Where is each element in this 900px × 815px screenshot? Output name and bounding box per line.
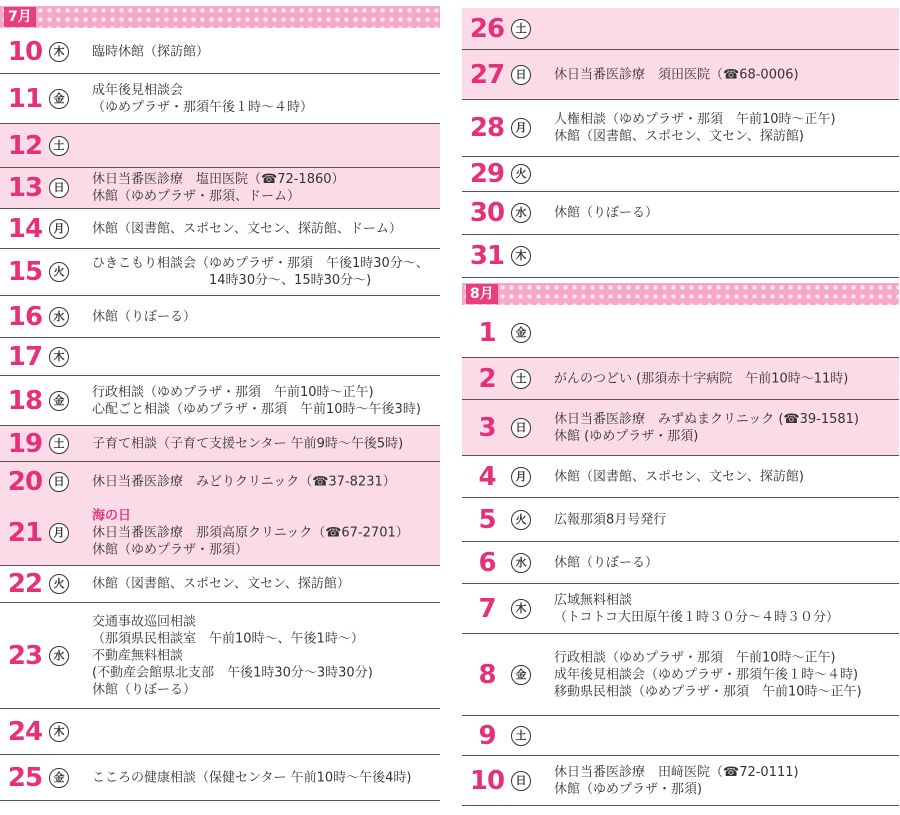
day-row — [0, 755, 440, 801]
event-list — [554, 111, 897, 145]
weekday-badge: 月 — [511, 467, 531, 487]
weekday-badge: 金 — [511, 323, 531, 343]
day-number: 29 — [469, 159, 505, 189]
event-list — [92, 82, 438, 116]
event-line: 臨時休館（探訪館） — [92, 44, 210, 59]
weekday-badge: 木 — [511, 246, 531, 266]
day-row — [462, 756, 899, 806]
event-line: 休館（図書館、スポセン、文セン、探訪館) — [554, 129, 804, 144]
day-row — [462, 235, 899, 278]
event-line: 休館（りぼーる） — [92, 309, 197, 324]
event-line: 休日当番医診療 田﨑医院（☎72-0111) — [554, 764, 799, 780]
event-line: 休館（図書館、スポセン、文セン、探訪館） — [92, 576, 350, 592]
day-row — [0, 462, 440, 502]
event-line: 行政相談（ゆめプラザ・那須 午前10時～正午) — [92, 384, 374, 400]
weekday-badge: 水 — [49, 646, 69, 666]
weekday-badge: 土 — [511, 726, 531, 746]
day-number: 21 — [7, 517, 43, 548]
weekday-badge: 水 — [511, 203, 531, 223]
event-list — [554, 592, 897, 626]
weekday-badge: 日 — [49, 178, 69, 198]
weekday-badge: 土 — [511, 19, 531, 39]
weekday-badge: 日 — [511, 771, 531, 791]
weekday-badge: 月 — [49, 219, 69, 239]
day-row — [0, 124, 440, 168]
event-line: こころの健康相談（保健センター 午前10時～午後4時) — [92, 770, 412, 785]
weekday-badge: 金 — [49, 89, 69, 109]
day-number: 27 — [469, 59, 505, 90]
event-list — [92, 43, 438, 60]
day-number: 20 — [7, 466, 43, 497]
day-number: 12 — [7, 130, 43, 161]
day-row — [0, 500, 440, 566]
day-row — [462, 358, 899, 400]
event-line: 成年後見相談会（ゆめプラザ・那須午後１時～４時) — [554, 667, 859, 682]
weekday-badge: 金 — [49, 391, 69, 411]
day-row — [0, 376, 440, 426]
event-line: (不動産会館県北支部 午後1時30分～3時30分) — [92, 665, 373, 680]
event-list — [554, 468, 897, 485]
month-header-august — [462, 283, 899, 305]
day-number: 15 — [7, 257, 43, 287]
weekday-badge: 火 — [511, 510, 531, 530]
weekday-badge: 土 — [49, 136, 69, 156]
event-list — [554, 205, 897, 222]
day-row — [0, 74, 440, 124]
holiday-label: 海の日 — [92, 508, 132, 523]
event-line: 休日当番医診療 みずぬまクリニック (☎39-1581) — [554, 411, 860, 427]
weekday-badge: 火 — [511, 164, 531, 184]
weekday-badge: 水 — [511, 553, 531, 573]
event-list — [92, 171, 438, 205]
weekday-badge: 土 — [511, 369, 531, 389]
event-list — [92, 435, 438, 452]
day-number: 5 — [478, 504, 496, 535]
event-line: 不動産無料相談 — [92, 648, 184, 663]
weekday-badge: 木 — [49, 347, 69, 367]
event-list — [92, 473, 438, 490]
day-number: 31 — [469, 241, 505, 271]
day-number: 28 — [469, 113, 505, 143]
day-row — [462, 456, 899, 498]
event-line: 休館（りぼーる） — [554, 205, 659, 221]
day-row — [0, 603, 440, 709]
day-number: 14 — [7, 213, 43, 244]
day-row — [0, 168, 440, 209]
month-header-july — [0, 6, 440, 28]
day-number: 24 — [7, 716, 43, 747]
day-number: 9 — [478, 720, 496, 751]
weekday-badge: 金 — [49, 768, 69, 788]
event-list — [92, 769, 438, 786]
day-row — [462, 716, 899, 756]
weekday-badge: 火 — [49, 574, 69, 594]
day-number: 18 — [7, 385, 43, 416]
day-number: 10 — [469, 765, 505, 796]
month-label: 8月 — [466, 284, 498, 304]
event-list — [554, 511, 897, 528]
event-line: 休館（りぼーる） — [554, 555, 659, 570]
day-row — [0, 338, 440, 376]
day-number: 11 — [7, 83, 43, 114]
event-list — [92, 613, 438, 698]
day-row — [0, 426, 440, 462]
event-line: 休館（ゆめプラザ・那須） — [92, 542, 249, 557]
event-line: 交通事故巡回相談 — [92, 614, 197, 629]
event-line: 休日当番医診療 塩田医院（☎72-1860） — [92, 172, 345, 187]
day-number: 13 — [7, 173, 43, 203]
day-row — [0, 249, 440, 296]
weekday-badge: 金 — [511, 665, 531, 685]
event-line: がんのつどい (那須赤十字病院 午前10時～11時) — [554, 371, 849, 386]
event-line: （トコトコ大田原午後１時３０分～４時３０分） — [554, 609, 839, 625]
day-number: 25 — [7, 762, 43, 793]
weekday-badge: 月 — [49, 523, 69, 543]
day-row — [462, 634, 899, 716]
event-line: 広報那須8月号発行 — [554, 512, 667, 527]
day-number: 7 — [478, 593, 496, 624]
event-list — [92, 384, 438, 418]
day-number: 4 — [478, 461, 496, 492]
weekday-badge: 木 — [49, 42, 69, 62]
event-line: 人権相談（ゆめプラザ・那須 午前10時～正午) — [554, 112, 836, 127]
day-number: 19 — [7, 428, 43, 459]
weekday-badge: 木 — [511, 599, 531, 619]
event-list — [92, 576, 438, 593]
day-row — [462, 308, 899, 358]
day-row — [462, 157, 899, 192]
weekday-badge: 木 — [49, 722, 69, 742]
day-number: 10 — [7, 36, 43, 67]
day-row — [462, 584, 899, 634]
event-list — [554, 66, 897, 83]
weekday-badge: 日 — [511, 65, 531, 85]
day-row — [462, 100, 899, 157]
day-row — [462, 8, 899, 50]
day-number: 30 — [469, 198, 505, 228]
event-line: 休館（図書館、スポセン、文セン、探訪館) — [554, 469, 804, 484]
weekday-badge: 月 — [511, 118, 531, 138]
event-list — [92, 255, 438, 289]
event-line: 休日当番医診療 みどりクリニック（☎37-8231） — [92, 474, 396, 489]
day-row — [0, 296, 440, 338]
month-label: 7月 — [4, 7, 36, 27]
weekday-badge: 日 — [511, 418, 531, 438]
day-row — [0, 209, 440, 249]
day-number: 6 — [478, 547, 496, 578]
day-row — [0, 566, 440, 603]
event-list — [554, 370, 897, 387]
event-list — [92, 220, 438, 237]
day-row — [462, 192, 899, 235]
day-number: 23 — [7, 640, 43, 671]
day-row — [462, 50, 899, 100]
event-line: 休館（ゆめプラザ・那須) — [554, 781, 703, 797]
day-row — [462, 542, 899, 584]
event-line: 休館 (ゆめプラザ・那須) — [554, 428, 699, 444]
day-row — [0, 709, 440, 755]
event-list — [92, 308, 438, 325]
event-line: （ゆめプラザ・那須午後１時～４時） — [92, 99, 314, 115]
day-number: 17 — [7, 341, 43, 372]
event-line: （那須県民相談室 午前10時～、午後1時～） — [92, 631, 364, 646]
event-line: 子育て相談（子育て支援センター 午前9時～午後5時) — [92, 436, 404, 451]
event-list — [554, 649, 897, 700]
day-number: 3 — [478, 412, 496, 443]
day-number: 16 — [7, 301, 43, 332]
event-line: 休日当番医診療 須田医院（☎68-0006) — [554, 67, 799, 82]
event-line: 成年後見相談会 — [92, 82, 184, 98]
day-number: 8 — [478, 659, 496, 690]
event-line: 14時30分～、15時30分～) — [92, 273, 372, 288]
weekday-badge: 水 — [49, 307, 69, 327]
event-line: 休館（ゆめプラザ・那須、ドーム） — [92, 189, 301, 204]
event-line: 移動県民相談（ゆめプラザ・那須 午前10時～正午) — [554, 684, 862, 699]
event-list — [92, 507, 438, 558]
event-line: 休館（図書館、スポセン、文セン、探訪館、ドーム） — [92, 221, 402, 236]
day-number: 2 — [478, 363, 496, 394]
day-number: 22 — [7, 569, 43, 599]
day-row — [462, 400, 899, 456]
weekday-badge: 日 — [49, 472, 69, 492]
event-list — [554, 764, 897, 798]
event-line: 心配ごと相談（ゆめプラザ・那須 午前10時～午後3時) — [92, 401, 421, 417]
event-list — [554, 554, 897, 571]
day-row — [462, 498, 899, 542]
event-line: 広域無料相談 — [554, 592, 633, 608]
event-line: 休日当番医診療 那須高原クリニック（☎67-2701） — [92, 525, 409, 540]
weekday-badge: 土 — [49, 434, 69, 454]
event-line: 行政相談（ゆめプラザ・那須 午前10時～正午) — [554, 650, 836, 665]
day-number: 26 — [469, 13, 505, 44]
event-line: 休館（りぼーる） — [92, 682, 197, 697]
event-list — [554, 411, 897, 445]
event-line: ひきこもり相談会（ゆめプラザ・那須 午後1時30分～、 — [92, 256, 429, 271]
day-row — [0, 30, 440, 74]
weekday-badge: 火 — [49, 262, 69, 282]
day-number: 1 — [478, 317, 496, 348]
